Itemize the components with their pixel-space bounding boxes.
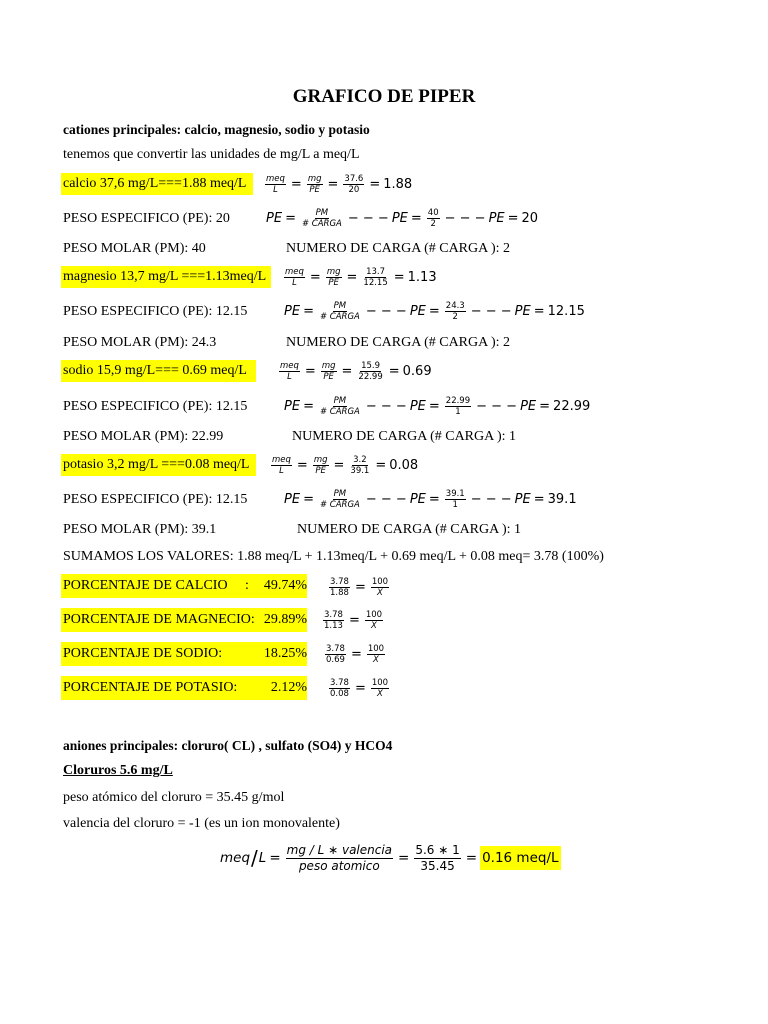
frac-num: PM	[333, 300, 347, 311]
frac-den: L	[279, 465, 284, 476]
percentage-label: PORCENTAJE DE POTASIO:	[63, 680, 238, 695]
cloruro-meq-equation: meq / L = $\frac{\text{mg / L ∗ valencia}}{\text{peso atomico}}$ = $\frac{5.6 ∗ 1}{35.45}$ = 0.16 meq/L	[220, 842, 559, 873]
calcio-pe-label: PESO ESPECIFICO (PE): 20	[63, 211, 230, 226]
percentage-calcio-equation: $\frac{3.78}{1.88}$ = $\frac{100}{X}$	[330, 576, 389, 598]
frac-num: 100	[371, 576, 389, 587]
magnesio-carga-label: NUMERO DE CARGA (# CARGA ): 2	[286, 335, 511, 350]
frac-den: 12.15	[363, 277, 388, 288]
frac-den: 1	[455, 406, 461, 417]
frac-den: L	[273, 184, 278, 195]
frac-den: 1.13	[324, 620, 343, 631]
potasio-meq-equation: $\frac{\text{meq}}{L}$ = $\frac{mg}{PE}$ = $\frac{3.2}{39.1}$ = 0.08	[272, 454, 419, 476]
magnesio-line	[61, 266, 271, 288]
frac-num: 3.2	[353, 454, 367, 465]
percentage-sodio	[61, 642, 307, 666]
frac-num: meq	[280, 360, 299, 371]
cloruro-valencia: valencia del cloruro = -1 (es un ion monovalente)	[63, 816, 340, 831]
frac-num: 5.6 ∗ 1	[415, 842, 460, 857]
frac-den: 1	[452, 499, 458, 510]
frac-num: PM	[315, 207, 329, 218]
frac-den: 2	[452, 311, 458, 322]
sodio-pe-equation: PE = $\frac{PM}{\text{\# CARGA}}$ − − − PE = $\frac{22.99}{1}$ − − − PE = 22.99	[284, 395, 591, 417]
frac-den: # CARGA	[301, 218, 342, 229]
sodio-line	[61, 360, 256, 382]
percentage-label: PORCENTAJE DE SODIO:	[63, 646, 223, 661]
frac-num: mg	[307, 173, 322, 184]
frac-den: # CARGA	[319, 406, 360, 417]
frac-den: X	[377, 587, 383, 598]
meq-symbol: meq	[220, 850, 251, 866]
magnesio-line-text: magnesio 13,7 mg/L ===1.13meq/L	[63, 269, 267, 284]
calcio-line-text: calcio 37,6 mg/L===1.88 meq/L	[63, 176, 247, 191]
frac-den: 1.88	[330, 587, 349, 598]
frac-den: 39.1	[350, 465, 370, 476]
frac-den: X	[371, 620, 377, 631]
cloruro-peso-atomico: peso atómico del cloruro = 35.45 g/mol	[63, 790, 285, 805]
sodio-pe-label: PESO ESPECIFICO (PE): 12.15	[63, 399, 248, 414]
percentage-value: 29.89%	[263, 612, 307, 627]
frac-num: mg	[321, 360, 336, 371]
frac-num: mg	[326, 266, 341, 277]
sodio-pm-label: PESO MOLAR (PM): 22.99	[63, 429, 224, 444]
cloruros-heading: Cloruros 5.6 mg/L	[63, 763, 173, 778]
frac-num: 3.78	[330, 576, 349, 587]
page-title: GRAFICO DE PIPER	[292, 86, 476, 107]
result: 12.15	[547, 303, 585, 319]
result: 0.08	[389, 457, 419, 473]
frac-den: 20	[348, 184, 360, 195]
magnesio-pm-label: PESO MOLAR (PM): 24.3	[63, 335, 217, 350]
sodio-line-text: sodio 15,9 mg/L=== 0.69 meq/L	[63, 363, 247, 378]
frac-num: 3.78	[326, 643, 345, 654]
calcio-carga-label: NUMERO DE CARGA (# CARGA ): 2	[286, 241, 511, 256]
frac-num: 3.78	[330, 677, 349, 688]
l-symbol: L	[258, 850, 267, 866]
potasio-line	[61, 454, 256, 476]
magnesio-meq-equation: $\frac{\text{meq}}{L}$ = $\frac{mg}{PE}$ = $\frac{13.7}{12.15}$ = 1.13	[285, 266, 437, 288]
potasio-pm-label: PESO MOLAR (PM): 39.1	[63, 522, 217, 537]
frac-den: X	[377, 688, 383, 699]
anions-heading: aniones principales: cloruro( CL) , sulfato (SO4) y HCO4	[63, 738, 393, 753]
frac-den: # CARGA	[319, 499, 360, 510]
cloruro-result: 0.16 meq/L	[480, 846, 560, 870]
sum-line: SUMAMOS LOS VALORES: 1.88 meq/L + 1.13meq/L + 0.69 meq/L + 0.08 meq= 3.78 (100%)	[63, 549, 604, 564]
frac-den: peso atomico	[298, 858, 380, 873]
percentage-label: PORCENTAJE DE CALCIO :	[63, 578, 249, 593]
percentage-value: 49.74%	[263, 578, 307, 593]
calcio-line	[61, 173, 253, 195]
frac-den: L	[292, 277, 297, 288]
frac-num: 15.9	[361, 360, 381, 371]
magnesio-pe-label: PESO ESPECIFICO (PE): 12.15	[63, 304, 248, 319]
percentage-magnecio	[61, 608, 307, 632]
frac-den: L	[287, 371, 292, 382]
percentage-value: 18.25%	[263, 646, 307, 661]
frac-num: 39.1	[445, 488, 465, 499]
frac-num: 13.7	[366, 266, 386, 277]
sodio-carga-label: NUMERO DE CARGA (# CARGA ): 1	[292, 429, 517, 444]
frac-num: 24.3	[445, 300, 465, 311]
potasio-line-text: potasio 3,2 mg/L ===0.08 meq/L	[63, 457, 250, 472]
frac-num: 100	[371, 677, 389, 688]
frac-num: 37.6	[344, 173, 364, 184]
frac-den: X	[373, 654, 379, 665]
frac-den: # CARGA	[319, 311, 360, 322]
result: 39.1	[547, 491, 577, 507]
frac-num: meq	[266, 173, 285, 184]
frac-num: 22.99	[445, 395, 471, 406]
percentage-magnecio-equation: $\frac{3.78}{1.13}$ = $\frac{100}{X}$	[324, 609, 383, 631]
percentage-value: 2.12%	[270, 680, 307, 695]
frac-num: meq	[272, 454, 291, 465]
potasio-carga-label: NUMERO DE CARGA (# CARGA ): 1	[297, 522, 522, 537]
frac-num: meq	[285, 266, 304, 277]
frac-den: 0.08	[330, 688, 349, 699]
percentage-potasio	[61, 676, 307, 700]
cations-heading: cationes principales: calcio, magnesio, sodio y potasio	[63, 122, 370, 137]
frac-num: 40	[427, 207, 439, 218]
frac-num: 100	[365, 609, 383, 620]
percentage-label: PORCENTAJE DE MAGNECIO:	[63, 612, 255, 627]
frac-den: PE	[323, 371, 334, 382]
calcio-meq-equation: $\frac{\text{meq}}{L}$ = $\frac{mg}{PE}$ = $\frac{37.6}{20}$ = 1.88	[266, 173, 413, 195]
sodio-meq-equation: $\frac{\text{meq}}{L}$ = $\frac{mg}{PE}$ = $\frac{15.9}{22.99}$ = 0.69	[280, 360, 432, 382]
percentage-potasio-equation: $\frac{3.78}{0.08}$ = $\frac{100}{X}$	[330, 677, 389, 699]
frac-den: PE	[315, 465, 326, 476]
calcio-pm-label: PESO MOLAR (PM): 40	[63, 241, 206, 256]
frac-den: 2	[430, 218, 436, 229]
frac-den: 35.45	[420, 858, 455, 873]
result: 0.69	[402, 363, 432, 379]
percentage-sodio-equation: $\frac{3.78}{0.69}$ = $\frac{100}{X}$	[326, 643, 385, 665]
calcio-pe-equation: PE = $\frac{PM}{\text{\# CARGA}}$ − − − PE = $\frac{40}{2}$ − − − PE = 20	[266, 207, 539, 229]
frac-num: 100	[367, 643, 385, 654]
frac-den: PE	[328, 277, 339, 288]
percentage-calcio	[61, 574, 307, 598]
potasio-pe-label: PESO ESPECIFICO (PE): 12.15	[63, 492, 248, 507]
frac-num: 3.78	[324, 609, 343, 620]
result: 22.99	[553, 398, 591, 414]
frac-num: PM	[333, 395, 347, 406]
result: 1.88	[383, 176, 413, 192]
frac-num: mg / L ∗ valencia	[286, 842, 393, 857]
intro-text: tenemos que convertir las unidades de mg/L a meq/L	[63, 147, 360, 162]
result: 1.13	[407, 269, 437, 285]
potasio-pe-equation: PE = $\frac{PM}{\text{\# CARGA}}$ − − − PE = $\frac{39.1}{1}$ − − − PE = 39.1	[284, 488, 577, 510]
frac-den: PE	[309, 184, 320, 195]
result: 20	[521, 210, 539, 226]
frac-den: 0.69	[326, 654, 345, 665]
magnesio-pe-equation: PE = $\frac{PM}{\text{\# CARGA}}$ − − − PE = $\frac{24.3}{2}$ − − − PE = 12.15	[284, 300, 585, 322]
frac-num: PM	[333, 488, 347, 499]
frac-num: mg	[313, 454, 328, 465]
frac-den: 22.99	[358, 371, 383, 382]
